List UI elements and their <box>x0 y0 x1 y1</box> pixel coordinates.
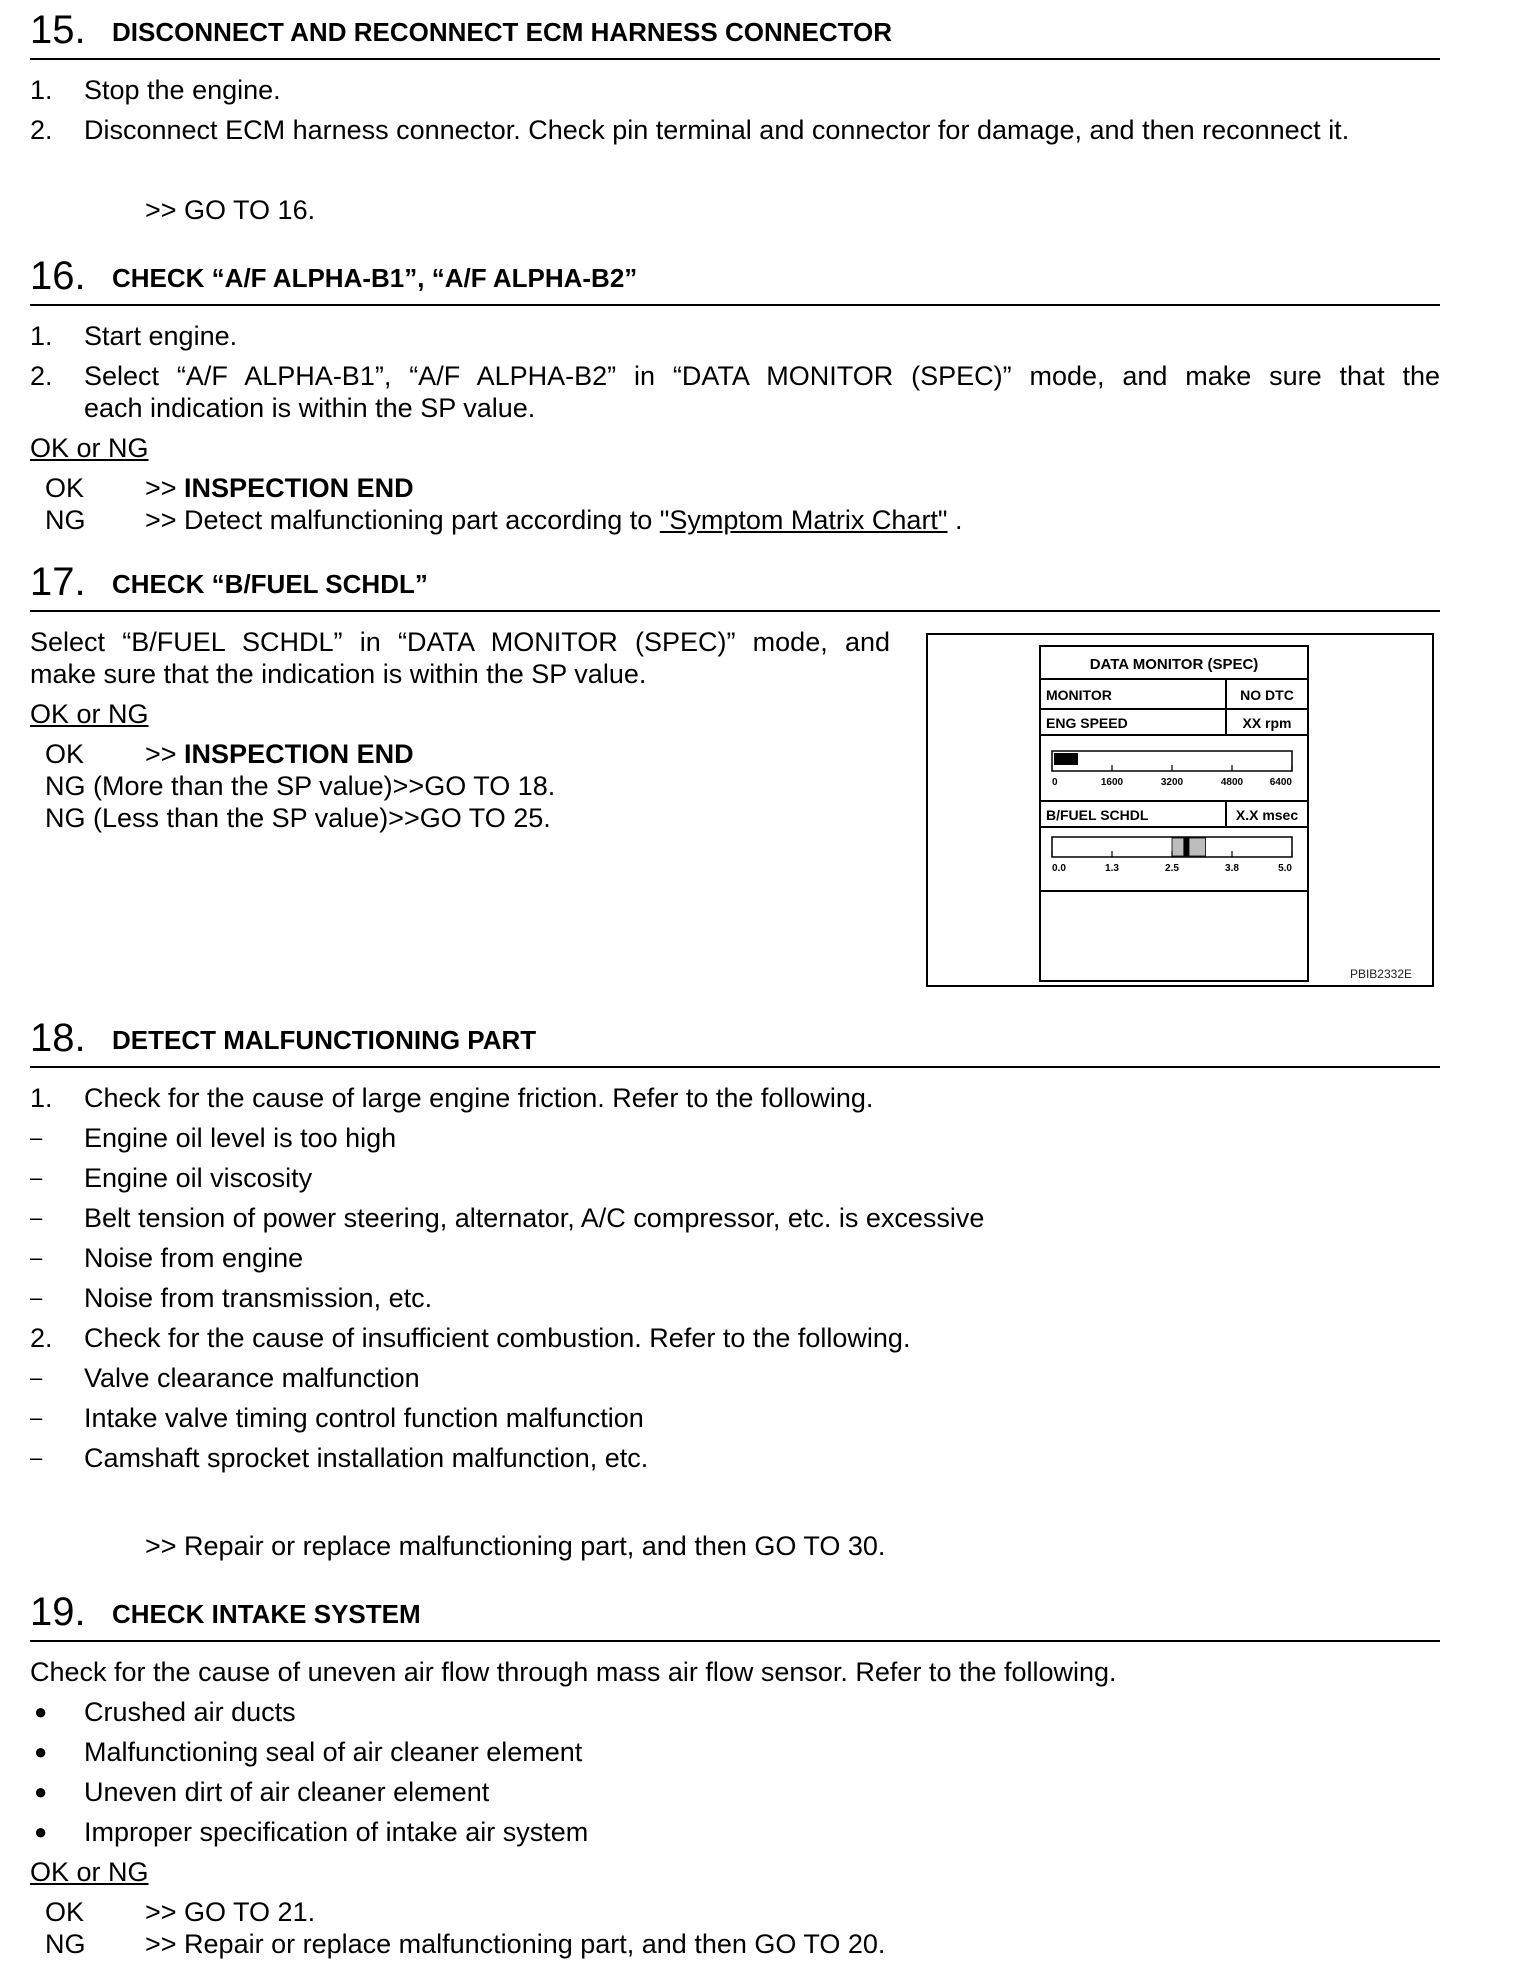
bullet-icon: ● <box>34 1699 48 1724</box>
ok-label: OK <box>45 739 85 769</box>
item-text: Intake valve timing control function malfunction <box>84 1403 644 1433</box>
scale-tick-label: 2.5 <box>1165 863 1179 874</box>
bullet-text: Malfunctioning seal of air cleaner element <box>84 1737 583 1767</box>
bullet-icon: ● <box>34 1779 48 1804</box>
step-18-goto: >> Repair or replace malfunctioning part, and then GO TO 30. <box>145 1531 886 1561</box>
bullet-text: Uneven dirt of air cleaner element <box>84 1777 490 1807</box>
eng-speed-label: ENG SPEED <box>1046 715 1128 731</box>
step-15-title: DISCONNECT AND RECONNECT ECM HARNESS CONNECTOR <box>112 17 893 47</box>
ok-label: OK <box>45 473 85 503</box>
scale-tick-label: 3.8 <box>1225 863 1239 874</box>
step-18-number: 18. <box>30 1016 86 1060</box>
monitor-col-label: MONITOR <box>1046 687 1112 703</box>
step-17-title: CHECK “B/FUEL SCHDL” <box>112 569 428 599</box>
ng-result: >> Detect malfunctioning part according to "Symptom Matrix Chart" . <box>145 505 963 535</box>
step-18-title: DETECT MALFUNCTIONING PART <box>112 1025 537 1055</box>
monitor-header: DATA MONITOR (SPEC) <box>1089 656 1259 673</box>
bfuel-indicator <box>1183 838 1189 856</box>
figure-id: PBIB2332E <box>1349 967 1412 981</box>
step-19-title: CHECK INTAKE SYSTEM <box>112 1599 421 1629</box>
step-19-intro: Check for the cause of uneven air flow through mass air flow sensor. Refer to the following. <box>30 1657 1117 1687</box>
step-19-ok-row <box>45 1896 316 1928</box>
eng-speed-level <box>1054 753 1078 765</box>
data-monitor-figure <box>926 633 1434 987</box>
scale-tick-label: 6400 <box>1269 777 1292 788</box>
item-number: 2. <box>30 115 53 145</box>
ok-result: >> INSPECTION END <box>145 739 414 769</box>
step-18-header <box>30 1008 1440 1068</box>
item-text: Engine oil level is too high <box>84 1123 397 1153</box>
item-number: 2. <box>30 1323 53 1353</box>
item-text: Camshaft sprocket installation malfunction, etc. <box>84 1443 649 1473</box>
ng-result: >> Repair or replace malfunctioning part, and then GO TO 20. <box>145 1929 886 1959</box>
bullet-icon: ● <box>34 1739 48 1764</box>
step-16-ok-or-ng: OK or NG <box>30 433 149 463</box>
step-17-intro-2: make sure that the indication is within the SP value. <box>30 659 647 689</box>
item-text: Check for the cause of large engine friction. Refer to the following. <box>84 1083 874 1113</box>
item-number: 2. <box>30 361 53 391</box>
ng-label: NG <box>45 505 86 535</box>
step-19-ng-row <box>45 1928 886 1960</box>
step-15-header <box>30 0 1440 60</box>
bullet-icon: ● <box>34 1819 48 1844</box>
step-17-ok-or-ng: OK or NG <box>30 699 149 729</box>
dash-marker: – <box>30 1285 43 1310</box>
eng-speed-value: XX rpm <box>1242 715 1292 731</box>
item-text: Engine oil viscosity <box>84 1163 313 1193</box>
item-text: Check for the cause of insufficient combustion. Refer to the following. <box>84 1323 911 1353</box>
scale-tick-label: 4800 <box>1220 777 1244 788</box>
item-text: Valve clearance malfunction <box>84 1363 420 1393</box>
step-16-number: 16. <box>30 254 86 298</box>
step-16-title: CHECK “A/F ALPHA-B1”, “A/F ALPHA-B2” <box>112 263 638 293</box>
ok-label: OK <box>45 1897 85 1927</box>
step-16-header <box>30 246 1440 306</box>
item-text: Noise from transmission, etc. <box>84 1283 433 1313</box>
data-monitor-screen <box>928 635 1434 987</box>
step-17-number: 17. <box>30 560 86 604</box>
step-19-header <box>30 1582 1440 1642</box>
item-text: Select “A/F ALPHA-B1”, “A/F ALPHA-B2” in “DATA MONITOR (SPEC)” mode, and make sure that the <box>84 361 1440 391</box>
bullet-text: Crushed air ducts <box>84 1697 296 1727</box>
step-19-number: 19. <box>30 1590 86 1634</box>
scale-tick-label: 1.3 <box>1105 863 1119 874</box>
step-17-ng-more: NG (More than the SP value)>>GO TO 18. <box>45 771 556 801</box>
step-16-ok-row <box>45 472 414 504</box>
item-text: Start engine. <box>84 321 238 351</box>
dash-marker: – <box>30 1165 43 1190</box>
step-15-goto: >> GO TO 16. <box>145 195 316 225</box>
bfuel-schdl-value: X.X msec <box>1235 807 1299 823</box>
step-15-number: 15. <box>30 8 86 52</box>
scale-tick-label: 5.0 <box>1278 863 1292 874</box>
scale-tick-label: 1600 <box>1100 777 1124 788</box>
scale-tick-label: 0 <box>1052 777 1058 788</box>
ok-result: >> INSPECTION END <box>145 473 414 503</box>
item-text: each indication is within the SP value. <box>84 393 536 423</box>
inspection-end-label: INSPECTION END <box>184 739 414 769</box>
bfuel-schdl-label: B/FUEL SCHDL <box>1046 807 1149 823</box>
step-17-header <box>30 552 1440 612</box>
item-text: Belt tension of power steering, alternator, A/C compressor, etc. is excessive <box>84 1203 985 1233</box>
dash-marker: – <box>30 1125 43 1150</box>
bullet-text: Improper specification of intake air system <box>84 1817 589 1847</box>
item-text: Noise from engine <box>84 1243 304 1273</box>
scale-tick-label: 3200 <box>1160 777 1184 788</box>
dash-marker: – <box>30 1205 43 1230</box>
ok-result: >> GO TO 21. <box>145 1897 316 1927</box>
item-number: 1. <box>30 321 53 351</box>
step-16-ng-row <box>45 504 963 536</box>
dash-marker: – <box>30 1245 43 1270</box>
step-19-ok-or-ng: OK or NG <box>30 1857 149 1887</box>
ng-label: NG <box>45 1929 86 1959</box>
inspection-end-label: INSPECTION END <box>184 473 414 503</box>
symptom-matrix-chart-link[interactable]: "Symptom Matrix Chart" <box>659 505 948 535</box>
item-text: Disconnect ECM harness connector. Check pin terminal and connector for damage, and then reconnect it. <box>84 115 1350 145</box>
step-17-intro-1: Select “B/FUEL SCHDL” in “DATA MONITOR (SPEC)” mode, and <box>30 627 890 657</box>
dash-marker: – <box>30 1365 43 1390</box>
item-number: 1. <box>30 75 53 105</box>
item-text: Stop the engine. <box>84 75 281 105</box>
scale-tick-label: 0.0 <box>1052 863 1066 874</box>
item-number: 1. <box>30 1083 53 1113</box>
step-17-ok-row <box>45 738 414 770</box>
no-dtc-label: NO DTC <box>1240 687 1294 703</box>
step-17-ng-less: NG (Less than the SP value)>>GO TO 25. <box>45 803 551 833</box>
dash-marker: – <box>30 1405 43 1430</box>
dash-marker: – <box>30 1445 43 1470</box>
